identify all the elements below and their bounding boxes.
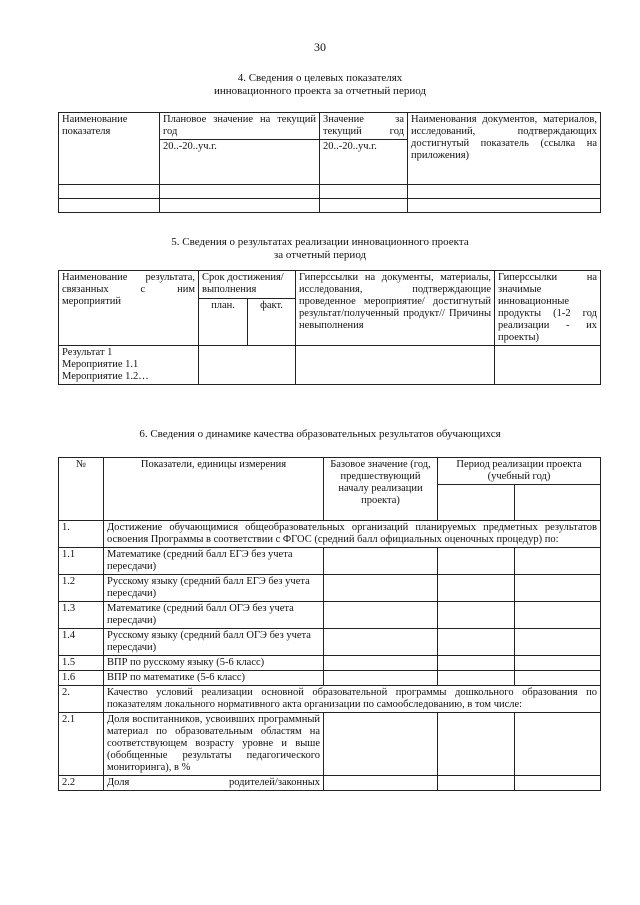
s6-row-num: 1.4 [59,629,104,656]
s5-header-products: Гиперссылки на значимые инновационные продукты (1-2 год реализации - их проекты) [495,271,601,346]
s5-event-2: Мероприятие 1.2… [62,371,149,382]
section6-title: 6. Сведения о динамике качества образовательных результатов обучающихся [139,428,501,440]
section4-table [58,112,601,213]
s4-header-documents: Наименования документов, материалов, исследований, подтверждающих достигнутый показатель (ссылка на приложения) [408,113,601,185]
s6-row-num: 1.2 [59,575,104,602]
s6-row-text: Достижение обучающимися общеобразовательных организаций планируемых предметных результатов освоения Программы в соответствии с ФГОС (средний балл официальных оценочных процедур) по: [104,521,601,548]
s4-header-value: Значение за текущий год [320,113,408,140]
page-number: 30 [314,40,326,54]
s5-header-result: Наименование результата, связанных с ним мероприятий [59,271,199,346]
section4-title [0,72,640,98]
s5-event-1: Мероприятие 1.1 [62,359,139,370]
section5-table [58,270,601,385]
s6-row-text: Математике (средний балл ЕГЭ без учета пересдачи) [104,548,324,575]
s6-row-text: Русскому языку (средний балл ЕГЭ без учета пересдачи) [104,575,324,602]
s6-header-period: Период реализации проекта (учебный год) [438,458,601,485]
s6-header-num: № [59,458,104,521]
table-row [59,521,601,548]
s5-fact: факт. [248,299,296,346]
s6-row-text: Доля родителей/законных [104,776,324,791]
table-row [59,776,601,791]
s6-row-num: 1.3 [59,602,104,629]
s5-header-term: Срок достижения/выполнения [199,271,296,299]
section4-title-line1: 4. Сведения о целевых показателях [237,72,403,84]
s6-row-text: Русскому языку (средний балл ОГЭ без учета пересдачи) [104,629,324,656]
s6-row-num: 1. [59,521,104,548]
s6-row-num: 2.2 [59,776,104,791]
s6-row-num: 2.1 [59,713,104,776]
table-row [59,686,601,713]
s6-header-base: Базовое значение (год, предшествующий началу реализации проекта) [324,458,438,521]
s6-row-text: Качество условий реализации основной образовательной программы дошкольного образования по показателям локального нормативного акта организации по самообследованию, в том числе: [104,686,601,713]
s6-row-num: 1.5 [59,656,104,671]
s4-header-plan: Плановое значение на текущий год [160,113,320,140]
s6-row-text: ВПР по русскому языку (5-6 класс) [104,656,324,671]
s5-result: Результат 1 [62,347,113,358]
table-row [59,346,601,385]
s6-row-num: 2. [59,686,104,713]
table-row [59,629,601,656]
table-row [59,713,601,776]
table-row [59,575,601,602]
table-row [59,548,601,575]
s4-header-indicator: Наименование показателя [59,113,160,185]
s6-row-text: Математике (средний балл ОГЭ без учета пересдачи) [104,602,324,629]
s6-header-indicator: Показатели, единицы измерения [104,458,324,521]
s5-header-links: Гиперссылки на документы, материалы, исследования, подтверждающие проведенное мероприятие/ достигнутый результат/полученный продукт// Причины невыполнения [296,271,495,346]
s6-row-num: 1.1 [59,548,104,575]
section4-title-line2: инновационного проекта за отчетный период [213,85,426,97]
s4-value-year: 20..-20..уч.г. [320,140,408,185]
s6-row-num: 1.6 [59,671,104,686]
table-row [59,602,601,629]
section5-title-line2: за отчетный период [273,249,367,261]
table-row [59,671,601,686]
s6-row-text: ВПР по математике (5-6 класс) [104,671,324,686]
s6-row-text: Доля воспитанников, усвоивших программный материал по образовательным областям на соответствующем возрасту уровне и выше (обобщенные результаты педагогического мониторинга), в % [104,713,324,776]
section5-title [0,236,640,262]
section6-table [58,457,601,791]
table-row [59,185,601,199]
section5-title-line1: 5. Сведения о результатах реализации инновационного проекта [171,236,469,248]
table-row [59,199,601,213]
table-row [59,656,601,671]
s4-plan-year: 20..-20..уч.г. [160,140,320,185]
s5-plan: план. [199,299,248,346]
